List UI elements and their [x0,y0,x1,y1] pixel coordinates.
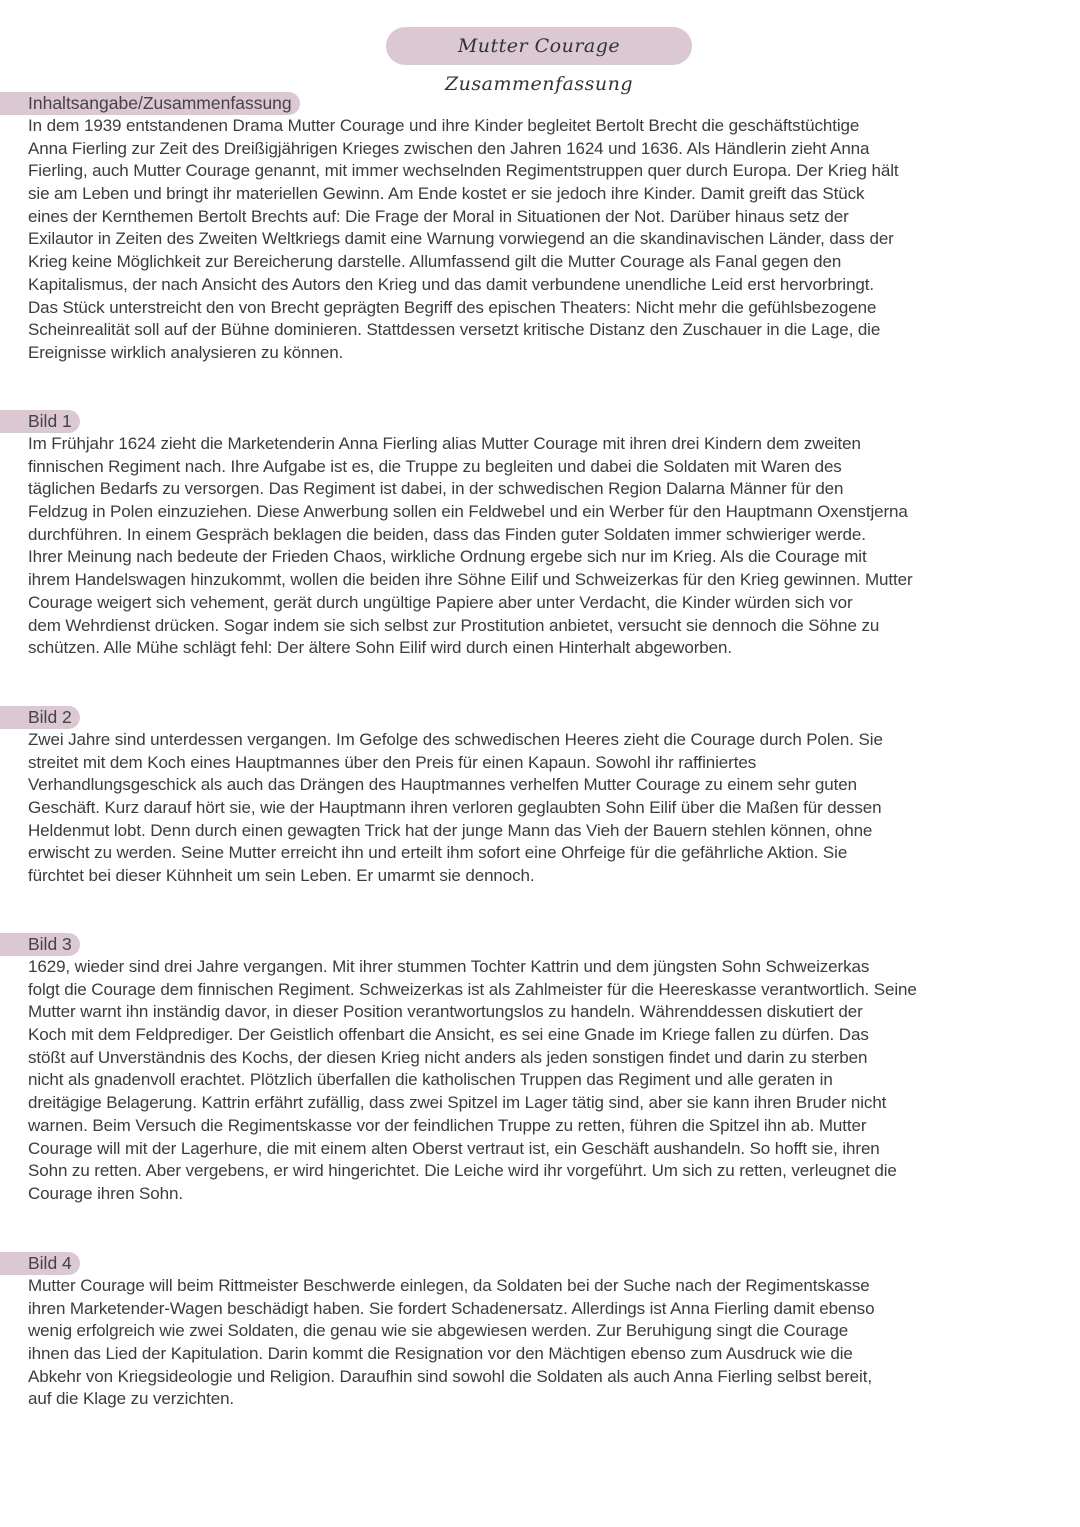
section-paragraph [0,115,1080,365]
section-paragraph [0,729,1080,888]
section-heading: Bild 2 [0,706,80,729]
text-line: täglichen Bedarfs zu versorgen. Das Regiment ist dabei, in der schwedischen Region Dalarna Männer für den [28,479,844,499]
text-line: Ihrer Meinung nach bedeute der Frieden Chaos, wirkliche Ordnung ergebe sich nur im Krieg. Als die Courage mit [28,547,867,567]
text-line: ihnen das Lied der Kapitulation. Darin kommt die Resignation vor den Mächtigen ebenso zum Ausdruck wie die [28,1344,853,1364]
text-line: finnischen Regiment nach. Ihre Aufgabe ist es, die Truppe zu begleiten und dabei die Soldaten mit Waren des [28,456,842,476]
text-line: Heldenmut lobt. Denn durch einen gewagten Trick hat der junge Mann das Vieh der Bauern stehlen können, ohne [28,820,873,840]
text-line: 1629, wieder sind drei Jahre vergangen. Mit ihrer stummen Tochter Kattrin und dem jüngsten Sohn Schweizerkas [28,957,870,976]
text-line: In dem 1939 entstandenen Drama Mutter Courage und ihre Kinder begleitet Bertolt Brecht die geschäftstüchtige [28,116,860,135]
text-line: stößt auf Unverständnis des Kochs, der diesen Krieg nicht anders als jeden sonstigen findet und darin zu sterben [28,1047,868,1067]
text-line: auf die Klage zu verzichten. [28,1389,235,1409]
page-title: Mutter Courage Zusammenfassung [386,27,692,65]
text-line: ihren Marketender-Wagen beschädigt haben. Sie fordert Schadenersatz. Allerdings ist Anna Fierling damit ebenso [28,1298,875,1318]
text-line: Mutter Courage will beim Rittmeister Beschwerde einlegen, da Soldaten bei der Suche nach der Regimentskasse [28,1276,870,1295]
text-line: Exilautor in Zeiten des Zweiten Weltkriegs damit eine Warnung vorwiegend an die skandinavischen Länder, dass der [28,229,894,249]
section-heading: Bild 3 [0,933,80,956]
section-bild-1 [0,410,1080,660]
text-line: Ereignisse wirklich analysieren zu können. [28,342,344,362]
section-bild-3 [0,933,1080,1206]
text-line: sie am Leben und bringt ihr materiellen Gewinn. Am Ende kostet er sie jedoch ihre Kinder. Damit greift das Stück [28,184,865,204]
text-line: fürchtet bei dieser Kühnheit um sein Leben. Er umarmt sie dennoch. [28,866,535,886]
text-line: dreitägige Belagerung. Kattrin erfährt zufällig, dass zwei Spitzel im Lager tätig sind, aber sie kann ihren Bruder nicht [28,1093,887,1113]
text-line: warnen. Beim Versuch die Regimentskasse vor der feindlichen Truppe zu retten, führen die Spitzel ihn ab. Mutter [28,1115,867,1135]
text-line: Abkehr von Kriegsideologie und Religion. Daraufhin sind sowohl die Soldaten als auch Anna Fierling selbst bereit, [28,1366,872,1386]
text-line: Scheinrealität soll auf der Bühne dominieren. Stattdessen versetzt kritische Distanz den Zuschauer in die Lage, die [28,320,881,340]
text-line: dem Wehrdienst drücken. Sogar indem sie sich selbst zur Prostitution anbietet, versucht sie dennoch die Söhne zu [28,615,880,635]
text-line: Im Frühjahr 1624 zieht die Marketenderin Anna Fierling alias Mutter Courage mit ihren drei Kindern dem zweiten [28,434,861,453]
text-line: wenig erfolgreich wie zwei Soldaten, die genau wie sie abgewiesen werden. Zur Beruhigung singt die Courage [28,1321,849,1341]
text-line: ihrem Handelswagen hinzukommt, wollen die beiden ihre Söhne Eilif und Schweizerkas für den Krieg gewinnen. Mutter [28,570,913,590]
text-line: Zwei Jahre sind unterdessen vergangen. Im Gefolge des schwedischen Heeres zieht die Courage durch Polen. Sie [28,730,883,749]
text-line: Verhandlungsgeschick als auch das Drängen des Hauptmannes verhelfen Mutter Courage zu einem sehr guten [28,775,857,795]
section-paragraph [0,1275,1080,1411]
section-paragraph [0,956,1080,1206]
text-line: erwischt zu werden. Seine Mutter erreicht ihn und erteilt ihm sofort eine Ohrfeige für die gefährliche Aktion. Sie [28,843,848,863]
section-summary [0,92,1080,365]
section-bild-2 [0,706,1080,888]
text-line: Mutter warnt ihn inständig davor, in dieser Position verantwortungslos zu handeln. Währenddessen diskutiert der [28,1002,863,1022]
text-line: streitet mit dem Koch eines Hauptmannes über den Preis für einen Kapaun. Sowohl ihr raffiniertes [28,752,757,772]
text-line: Kapitalismus, der nach Ansicht des Autors den Krieg und das damit verbundene unendliche Leid erst hervorbringt. [28,274,875,294]
text-line: Das Stück unterstreicht den von Brecht geprägten Begriff des epischen Theaters: Nicht mehr die gefühlsbezogene [28,297,877,317]
text-line: Courage ihren Sohn. [28,1183,183,1203]
text-line: Feldzug in Polen einzuziehen. Diese Anwerbung sollen ein Feldwebel und ein Werber für den Hauptmann Oxenstjerna [28,502,908,522]
section-heading: Inhaltsangabe/Zusammenfassung [0,92,300,115]
text-line: Koch mit dem Feldprediger. Der Geistlich offenbart die Ansicht, es sei eine Gnade im Kriege fallen zu dürfen. Das [28,1025,869,1045]
text-line: Fierling, auch Mutter Courage genannt, mit immer wechselnden Regimentstruppen quer durch Europa. Der Krieg hält [28,161,899,181]
section-heading: Bild 1 [0,410,80,433]
section-bild-4 [0,1252,1080,1411]
text-line: nicht als gnadenvoll erachtet. Plötzlich überfallen die katholischen Truppen das Regiment und alle geraten in [28,1070,833,1090]
text-line: Anna Fierling zur Zeit des Dreißigjährigen Krieges zwischen den Jahren 1624 und 1636. Als Händlerin zieht Anna [28,138,870,158]
text-line: Krieg keine Möglichkeit zur Bereicherung darstelle. Allumfassend gilt die Mutter Courage als Fanal gegen den [28,252,842,272]
text-line: Courage will mit der Lagerhure, die mit einem alten Oberst vertraut ist, ein Geschäft aushandeln. So hofft sie, ihren [28,1138,880,1158]
section-heading: Bild 4 [0,1252,80,1275]
text-line: Courage weigert sich vehement, gerät durch ungültige Papiere aber unter Verdacht, die Kinder würden sich vor [28,592,853,612]
text-line: Geschäft. Kurz darauf hört sie, wie der Hauptmann ihren verloren geglaubten Sohn Eilif über die Maßen für dessen [28,798,882,818]
text-line: eines der Kernthemen Bertolt Brechts auf: Die Frage der Moral in Situationen der Not. Darüber hinaus setz der [28,206,849,226]
text-line: durchführen. In einem Gespräch beklagen die beiden, dass das Finden guter Soldaten immer schwieriger werde. [28,524,866,544]
section-paragraph [0,433,1080,660]
text-line: schützen. Alle Mühe schlägt fehl: Der ältere Sohn Eilif wird durch einen Hinterhalt abgeworben. [28,638,732,658]
text-line: Sohn zu retten. Aber vergebens, er wird hingerichtet. Die Leiche wird ihr vorgeführt. Um sich zu retten, verleugnet die [28,1161,897,1181]
text-line: folgt die Courage dem finnischen Regiment. Schweizerkas ist als Zahlmeister für die Heereskasse verantwortlich. Seine [28,979,917,999]
